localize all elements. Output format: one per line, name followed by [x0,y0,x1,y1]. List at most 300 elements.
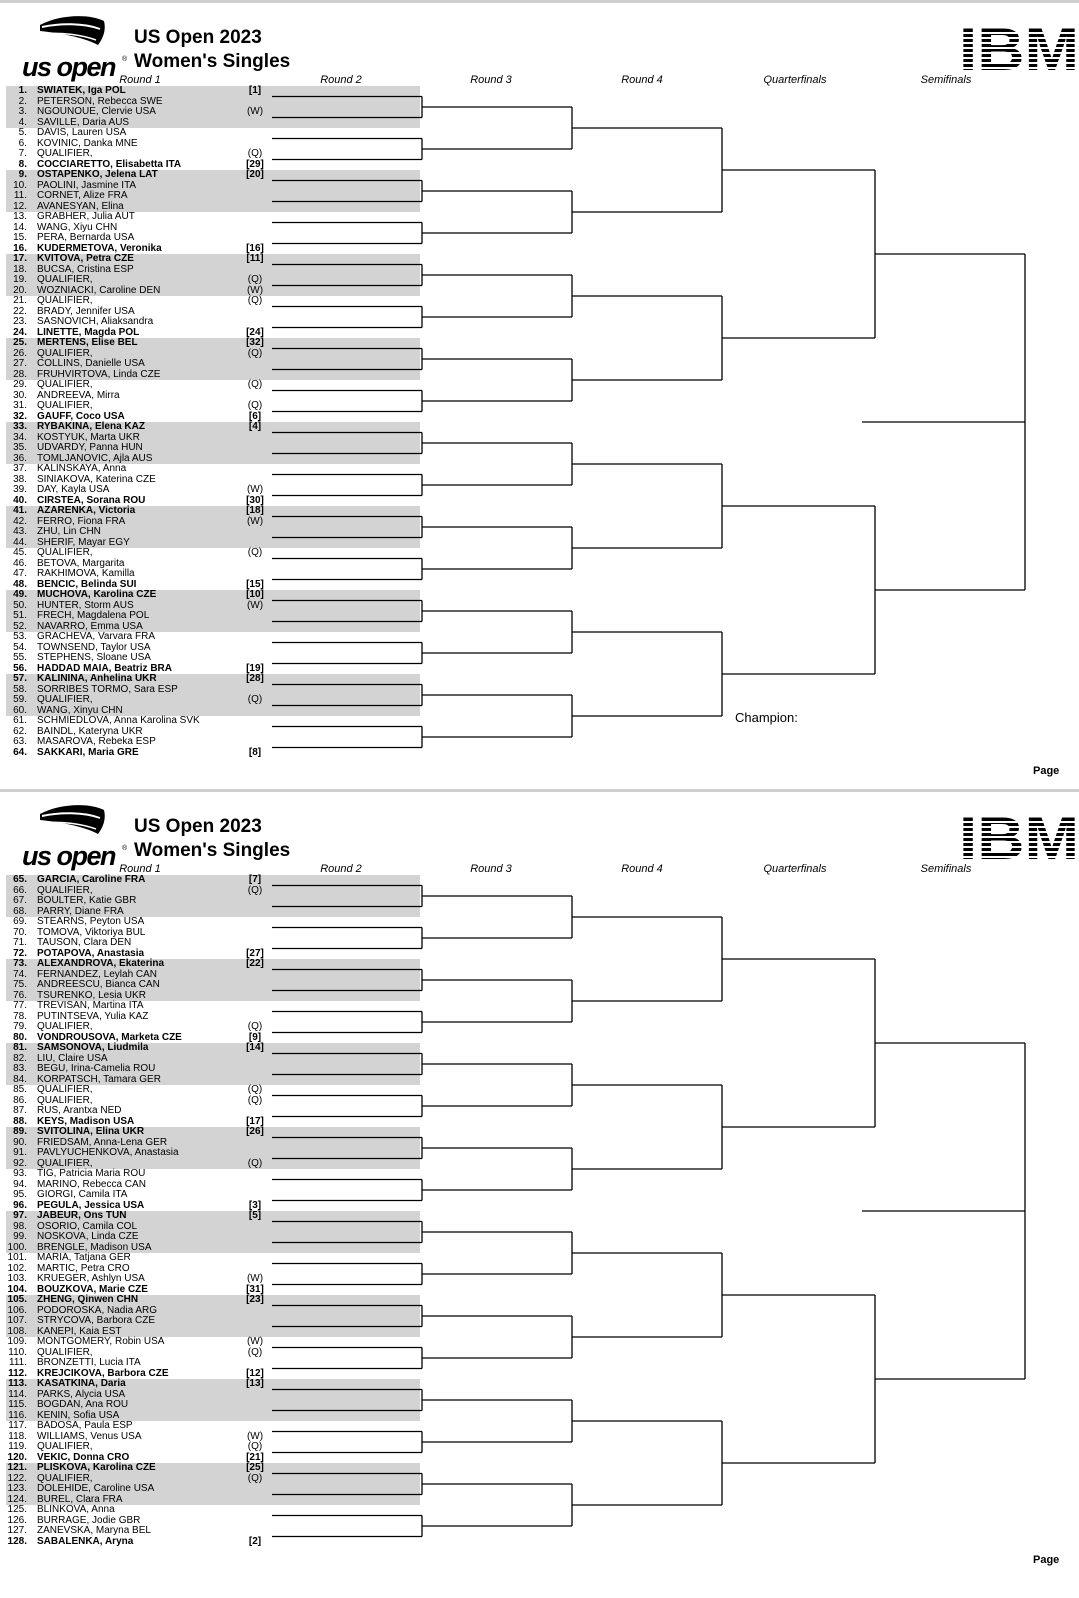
seed-or-entry-mark: [17] [246,1115,264,1127]
draw-number: 122. [7,1472,27,1484]
draw-number: 58. [13,683,27,695]
draw-number: 113. [8,1378,27,1389]
seed-or-entry-mark: [11] [246,253,264,264]
player-name: QUALIFIER, [37,1346,93,1358]
player-name: NAVARRO, Emma USA [37,620,143,632]
round-label: Semifinals [920,863,972,875]
player-name: DAY, Kayla USA [37,484,110,495]
player-name: ZHENG, Qinwen CHN [37,1294,139,1305]
draw-number: 67. [13,895,27,906]
player-name: POTAPOVA, Anastasia [37,947,145,959]
draw-number: 61. [13,715,27,726]
draw-number: 25. [13,337,27,348]
draw-number: 1. [18,85,27,96]
player-name: BUREL, Clara FRA [37,1493,123,1505]
player-name: LINETTE, Magda POL [37,326,140,338]
seed-or-entry-mark: [20] [246,169,264,180]
draw-number: 71. [13,937,27,948]
draw-number: 5. [18,127,27,138]
player-name: RAKHIMOVA, Kamilla [37,568,135,579]
draw-number: 94. [13,1178,27,1190]
player-name: GRABHER, Julia AUT [37,211,135,222]
draw-number: 7. [18,148,27,159]
bracket-lines [0,0,1079,789]
player-name: MERTENS, Elise BEL [37,337,138,348]
draw-number: 77. [13,1000,27,1011]
draw-number: 34. [13,431,27,443]
seed-or-entry-mark: [4] [248,421,262,432]
draw-number: 115. [8,1399,27,1410]
player-name: ALEXANDROVA, Ekaterina [37,958,165,969]
draw-number: 80. [13,1031,27,1043]
draw-number: 98. [13,1220,27,1232]
player-name: FERRO, Fiona FRA [37,515,126,527]
player-name: PARKS, Alycia USA [37,1388,126,1400]
draw-number: 107. [7,1315,27,1326]
player-name: JABEUR, Ons TUN [37,1210,127,1221]
draw-number: 31. [13,400,27,411]
seed-or-entry-mark: [25] [246,1462,264,1473]
draw-number: 40. [13,494,27,506]
player-name: GRACHEVA, Varvara FRA [37,631,155,642]
player-name: TREVISAN, Martina ITA [37,1000,144,1011]
player-name: BRONZETTI, Lucia ITA [37,1357,141,1368]
draw-number: 105. [7,1294,27,1305]
draw-number: 126. [7,1514,27,1526]
draw-number: 60. [13,704,27,716]
player-name: PLISKOVA, Karolina CZE [37,1462,156,1473]
draw-number: 19. [13,274,27,285]
draw-number: 23. [13,316,27,327]
draw-number: 117. [8,1420,27,1431]
player-name: CORNET, Alize FRA [37,190,128,201]
player-name: OSORIO, Camila COL [37,1220,138,1232]
player-name: TOWNSEND, Taylor USA [37,641,151,653]
draw-number: 108. [7,1325,27,1337]
player-name: QUALIFIER, [37,1084,93,1095]
draw-number: 93. [13,1168,27,1179]
player-name: STEARNS, Peyton USA [37,916,145,927]
player-name: HUNTER, Storm AUS [37,599,134,611]
seed-or-entry-mark: [31] [246,1283,264,1295]
player-name: WOZNIACKI, Caroline DEN [37,284,161,296]
player-name: TAUSON, Clara DEN [37,937,132,948]
player-name: BENCIC, Belinda SUI [37,578,137,590]
draw-number: 18. [13,263,27,275]
draw-number: 65. [13,874,27,885]
us-open-logo-text: us open [22,841,116,871]
player-name: QUALIFIER, [37,694,93,705]
player-name: TSURENKO, Lesia UKR [37,989,146,1001]
seed-or-entry-mark: (W) [246,515,264,527]
player-name: WILLIAMS, Venus USA [37,1430,142,1442]
player-name: PETERSON, Rebecca SWE [37,95,163,107]
draw-number: 114. [8,1388,27,1400]
player-name: HADDAD MAIA, Beatriz BRA [37,662,173,674]
draw-number: 92. [13,1157,27,1169]
draw-number: 39. [13,484,27,495]
player-name: MARTIC, Petra CRO [37,1262,130,1274]
player-name: KORPATSCH, Tamara GER [37,1073,161,1085]
player-name: PODOROSKA, Nadia ARG [37,1304,158,1316]
player-name: QUALIFIER, [37,379,93,390]
draw-number: 70. [13,926,27,938]
player-name: ZANEVSKA, Maryna BEL [37,1525,151,1536]
player-name: PARRY, Diane FRA [37,905,124,917]
draw-number: 85. [13,1084,27,1095]
draw-number: 46. [13,557,27,569]
seed-or-entry-mark: [8] [248,746,262,758]
draw-number: 79. [13,1021,27,1032]
draw-number: 32. [13,410,27,422]
draw-number: 38. [13,473,27,485]
player-name: SINIAKOVA, Katerina CZE [37,473,156,485]
player-name: BOGDAN, Ana ROU [37,1399,129,1410]
draw-number: 120. [7,1451,27,1463]
seed-or-entry-mark: [24] [246,326,264,338]
draw-number: 106. [7,1304,27,1316]
draw-number: 22. [13,305,27,317]
player-name: TIG, Patricia Maria ROU [37,1168,146,1179]
draw-number: 119. [8,1441,27,1452]
draw-number: 127. [7,1525,27,1536]
player-name: KENIN, Sofia USA [37,1409,120,1421]
registered-mark: ® [122,845,128,852]
player-name: SAKKARI, Maria GRE [37,746,139,758]
draw-number: 91. [13,1147,27,1158]
player-name: QUALIFIER, [37,884,93,896]
seed-or-entry-mark: (Q) [247,694,263,705]
draw-number: 87. [13,1105,27,1116]
round-label: Round 3 [470,74,512,86]
draw-number: 88. [13,1115,27,1127]
player-name: STRYCOVA, Barbora CZE [37,1315,155,1326]
draw-number: 42. [13,515,27,527]
draw-number: 27. [13,358,27,369]
player-name: QUALIFIER, [37,547,93,558]
round-label: Round 3 [470,863,512,875]
seed-or-entry-mark: (W) [246,1273,264,1284]
draw-number: 56. [13,662,27,674]
draw-number: 90. [13,1136,27,1148]
draw-number: 28. [13,368,27,380]
player-name: FRIEDSAM, Anna-Lena GER [37,1136,168,1148]
draw-number: 45. [13,547,27,558]
draw-number: 97. [13,1210,27,1221]
draw-number: 121. [7,1462,27,1473]
player-name: SASNOVICH, Aliaksandra [37,316,154,327]
player-name: BOUZKOVA, Marie CZE [37,1283,148,1295]
seed-or-entry-mark: [18] [246,505,264,516]
seed-or-entry-mark: [30] [246,494,264,506]
seed-or-entry-mark: [9] [248,1031,262,1043]
draw-number: 30. [13,389,27,401]
player-name: UDVARDY, Panna HUN [37,442,143,453]
draw-number: 89. [13,1126,27,1137]
seed-or-entry-mark: [10] [246,589,264,600]
player-name: FRUHVIRTOVA, Linda CZE [37,368,161,380]
draw-number: 125. [7,1504,27,1515]
seed-or-entry-mark: [5] [248,1210,262,1221]
player-name: NOSKOVA, Linda CZE [37,1231,139,1242]
page-title: US Open 2023 [134,27,262,48]
seed-or-entry-mark: (Q) [247,1346,263,1358]
draw-number: 3. [18,106,27,117]
player-name: KOSTYUK, Marta UKR [37,431,140,443]
player-name: PEGULA, Jessica USA [37,1199,145,1211]
draw-number: 103. [7,1273,27,1284]
draw-number: 83. [13,1063,27,1074]
draw-number: 96. [13,1199,27,1211]
draw-number: 72. [13,947,27,959]
draw-number: 14. [13,221,27,233]
draw-number: 95. [13,1189,27,1200]
player-name: BURRAGE, Jodie GBR [37,1514,141,1526]
round-label: Quarterfinals [763,863,827,875]
player-name: FRECH, Magdalena POL [37,610,150,621]
round-label: Quarterfinals [763,74,827,86]
seed-or-entry-mark: [32] [246,337,264,348]
draw-number: 13. [13,211,27,222]
champion-label: Champion: [735,710,798,725]
seed-or-entry-mark: [23] [246,1294,264,1305]
seed-or-entry-mark: [27] [246,947,264,959]
seed-or-entry-mark: [21] [246,1451,264,1463]
seed-or-entry-mark: (Q) [247,1084,263,1095]
draw-number: 2. [18,95,27,107]
seed-or-entry-mark: (W) [246,1430,264,1442]
draw-number: 10. [13,179,27,191]
player-name: LIU, Claire USA [37,1052,108,1064]
player-name: QUALIFIER, [37,1472,93,1484]
draw-number: 74. [13,968,27,980]
player-name: PAOLINI, Jasmine ITA [37,179,137,191]
draw-number: 9. [18,169,27,180]
player-name: TOMOVA, Viktoriya BUL [37,926,146,938]
player-name: RUS, Arantxa NED [37,1105,122,1116]
player-name: BRADY, Jennifer USA [37,305,135,317]
seed-or-entry-mark: [7] [248,874,262,885]
player-name: KALINSKAYA, Anna [37,463,127,474]
draw-number: 20. [13,284,27,296]
player-name: SCHMIEDLOVA, Anna Karolina SVK [37,715,200,726]
draw-number: 36. [13,452,27,464]
player-name: SVITOLINA, Elina UKR [37,1126,145,1137]
player-name: BLINKOVA, Anna [37,1504,115,1515]
draw-number: 68. [13,905,27,917]
draw-number: 69. [13,916,27,927]
draw-number: 111. [9,1357,27,1368]
draw-number: 84. [13,1073,27,1085]
round-label: Round 4 [621,74,663,86]
page-subtitle: Women's Singles [134,840,291,861]
player-name: SABALENKA, Aryna [37,1535,134,1547]
draw-number: 62. [13,725,27,737]
draw-number: 73. [13,958,27,969]
player-name: COLLINS, Danielle USA [37,358,145,369]
draw-number: 81. [13,1042,27,1053]
player-name: QUALIFIER, [37,295,93,306]
round-label: Round 2 [320,863,362,875]
seed-or-entry-mark: (W) [246,599,264,611]
draw-page-2 [0,789,1079,1578]
draw-number: 12. [13,200,27,212]
player-name: QUALIFIER, [37,400,93,411]
seed-or-entry-mark: [2] [248,1535,262,1547]
player-name: KEYS, Madison USA [37,1115,135,1127]
seed-or-entry-mark: (Q) [247,379,263,390]
seed-or-entry-mark: [28] [246,673,264,684]
seed-or-entry-mark: [16] [246,242,264,254]
player-name: MUCHOVA, Karolina CZE [37,589,157,600]
draw-number: 33. [13,421,27,432]
seed-or-entry-mark: [26] [246,1126,264,1137]
player-name: QUALIFIER, [37,274,93,285]
seed-or-entry-mark: [13] [246,1378,264,1389]
player-name: DOLEHIDE, Caroline USA [37,1483,155,1494]
player-name: KRUEGER, Ashlyn USA [37,1273,145,1284]
round-label: Round 1 [119,74,161,86]
round-label: Semifinals [920,74,972,86]
seed-or-entry-mark: [3] [248,1199,262,1211]
page-subtitle: Women's Singles [134,51,291,72]
player-name: GAUFF, Coco USA [37,410,125,422]
draw-number: 35. [13,442,27,453]
player-name: TOMLJANOVIC, Ajla AUS [37,452,153,464]
draw-number: 52. [13,620,27,632]
player-name: SORRIBES TORMO, Sara ESP [37,683,178,695]
seed-or-entry-mark: (W) [246,284,264,296]
draw-number: 63. [13,736,27,747]
draw-number: 21. [13,295,27,306]
page-label: Page [1033,765,1060,777]
player-name: QUALIFIER, [37,148,93,159]
seed-or-entry-mark: (Q) [247,547,263,558]
draw-number: 76. [13,989,27,1001]
player-name: SAMSONOVA, Liudmila [37,1042,149,1053]
bracket-lines [0,789,1079,1578]
seed-or-entry-mark: (Q) [247,400,263,411]
seed-or-entry-mark: (Q) [247,148,263,159]
seed-or-entry-mark: (Q) [247,884,263,896]
player-name: QUALIFIER, [37,347,93,359]
player-name: SHERIF, Mayar EGY [37,536,130,548]
draw-number: 51. [13,610,27,621]
player-name: VEKIC, Donna CRO [37,1451,130,1463]
player-name: SAVILLE, Daria AUS [37,116,130,128]
draw-number: 43. [13,526,27,537]
seed-or-entry-mark: (Q) [247,1441,263,1452]
draw-number: 41. [13,505,27,516]
draw-number: 53. [13,631,27,642]
seed-or-entry-mark: [19] [246,662,264,674]
player-name: OSTAPENKO, Jelena LAT [37,169,158,180]
player-name: COCCIARETTO, Elisabetta ITA [37,158,182,170]
draw-number: 26. [13,347,27,359]
draw-number: 100. [7,1241,27,1253]
draw-number: 118. [8,1430,27,1442]
draw-number: 102. [7,1262,27,1274]
registered-mark: ® [122,56,128,63]
player-name: MARINO, Rebecca CAN [37,1178,146,1190]
draw-number: 48. [13,578,27,590]
draw-number: 50. [13,599,27,611]
draw-number: 44. [13,536,27,548]
draw-number: 78. [13,1010,27,1022]
draw-number: 64. [13,746,27,758]
player-name: STEPHENS, Sloane USA [37,652,151,663]
player-name: QUALIFIER, [37,1021,93,1032]
player-name: ANDREESCU, Bianca CAN [37,979,160,990]
player-name: DAVIS, Lauren USA [37,127,127,138]
draw-number: 128. [7,1535,27,1547]
player-name: KVITOVA, Petra CZE [37,253,134,264]
player-name: NGOUNOUE, Clervie USA [37,106,156,117]
seed-or-entry-mark: (Q) [247,347,263,359]
seed-or-entry-mark: (W) [246,106,264,117]
draw-number: 124. [7,1493,27,1505]
draw-number: 47. [13,568,27,579]
draw-number: 86. [13,1094,27,1106]
draw-number: 16. [13,242,27,254]
player-name: VONDROUSOVA, Marketa CZE [37,1031,182,1043]
player-name: MARIA, Tatjana GER [37,1252,131,1263]
draw-number: 59. [13,694,27,705]
seed-or-entry-mark: (Q) [247,1021,263,1032]
draw-number: 110. [8,1346,27,1358]
page-title: US Open 2023 [134,816,262,837]
seed-or-entry-mark: (Q) [247,274,263,285]
player-name: PUTINTSEVA, Yulia KAZ [37,1010,149,1022]
player-name: QUALIFIER, [37,1157,93,1169]
draw-number: 29. [13,379,27,390]
player-name: QUALIFIER, [37,1441,93,1452]
seed-or-entry-mark: (W) [246,1336,264,1347]
round-label: Round 2 [320,74,362,86]
draw-number: 75. [13,979,27,990]
seed-or-entry-mark: [1] [248,85,262,96]
draw-number: 17. [13,253,27,264]
player-name: KASATKINA, Daria [37,1378,126,1389]
player-name: PERA, Bernarda USA [37,232,135,243]
player-name: GIORGI, Camila ITA [37,1189,128,1200]
player-name: PAVLYUCHENKOVA, Anastasia [37,1147,179,1158]
player-name: MASAROVA, Rebeka ESP [37,736,156,747]
player-name: KUDERMETOVA, Veronika [37,242,162,254]
player-name: ANDREEVA, Mirra [37,389,120,401]
player-name: KALININA, Anhelina UKR [37,673,157,684]
player-name: QUALIFIER, [37,1094,93,1106]
player-name: BUCSA, Cristina ESP [37,263,134,275]
seed-or-entry-mark: [14] [246,1042,264,1053]
player-name: KANEPI, Kaia EST [37,1325,122,1337]
draw-number: 24. [13,326,27,338]
player-name: KREJCIKOVA, Barbora CZE [37,1367,169,1379]
round-label: Round 4 [621,863,663,875]
seed-or-entry-mark: [22] [246,958,264,969]
player-name: SWIATEK, Iga POL [37,85,126,96]
player-name: AZARENKA, Victoria [37,505,136,516]
seed-or-entry-mark: (Q) [247,295,263,306]
seed-or-entry-mark: (W) [246,484,264,495]
player-name: BAINDL, Kateryna UKR [37,725,143,737]
draw-number: 37. [13,463,27,474]
player-name: BOULTER, Katie GBR [37,895,137,906]
player-name: WANG, Xiyu CHN [37,221,118,233]
seed-or-entry-mark: [12] [246,1367,264,1379]
page-label: Page [1033,1554,1060,1566]
draw-number: 55. [13,652,27,663]
